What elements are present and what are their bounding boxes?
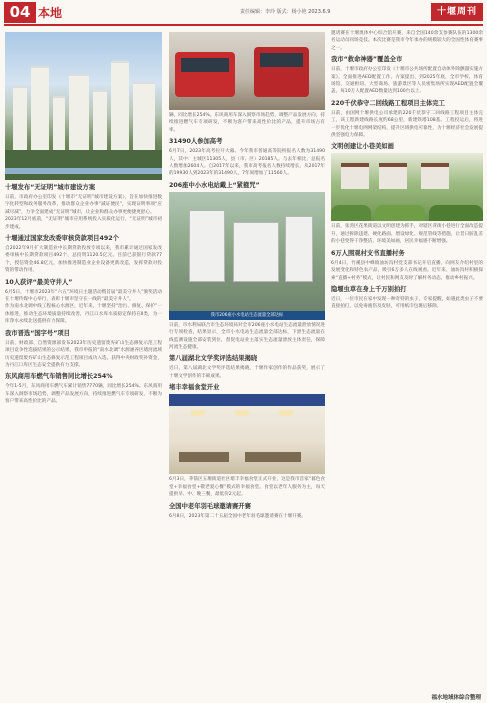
article-insect: 近日，一位市民在家中发现一种奇特的虫子，专家提醒，如遇此类虫子不要直接拍打，以免毒液伤及皮肤，可用纸巾包裹后移除。	[331, 296, 483, 310]
headline-gas-vehicle-sales: 东风商用车燃气车销售同比增长254%	[5, 373, 113, 381]
trucks-photo	[169, 32, 325, 110]
article-canteen: 6月3日，茅箭区五堰街道社区堵丰幸福食堂正式开业，这是我市首家“暮色食堂+幸福食堂+敬老爱心餐”模式的幸福食堂。食堂以老年人服务为主，每天提供早、中、晚三餐，最低价2元起。	[169, 477, 325, 498]
page-header	[0, 0, 487, 26]
headline-literature-award: 第八届湖北文学奖评选结果揭晓	[169, 355, 258, 363]
article-gas-vehicle-sales: 今年1-5月，东风商用车燃气车累计销售7770辆，同比增长254%。东风商用车深入洞察市场趋势，调整产品发展方向，持续推进燃气车专项研发，不断为客户带来高性价比的产品。	[5, 384, 162, 405]
headline-livestream: 6万人围观村支书直播村务	[331, 249, 405, 257]
section-title: 本地	[38, 6, 63, 20]
alley-photo	[331, 153, 483, 221]
city-skyline-photo	[5, 32, 162, 180]
article-gaokao: 6月7日，2023年高考拉开大幕。今年我市普通高等院校报名人数为31490人，其中：主城区11305人，县（市、区）20185人。与去年相比，总报名人数增加2604人。自2017年以来，我市高考报名人数持续增长，从2017年的19930人到2023年的31490人，7年间增加了11560人。	[169, 149, 325, 177]
headline-no-certificate-city: 十堰发布“无证明”城市建设方案	[5, 184, 96, 191]
headline-power-line: 220千伏恭守二回线路工程项目主体完工	[331, 99, 445, 107]
canteen-photo	[169, 394, 325, 474]
headline-hydropower: 206座中小水电站戴上“紧箍咒”	[169, 181, 260, 189]
article-well-keepers-2: 作为南水北调中线工程核心水源区，近年来，十堰坚持“治污、修复、保护”一体推进，推动生态环境质量持续改善，丹江口水库水质稳定保持在Ⅱ类，为一库净水永续北送提供有力保障。	[5, 304, 162, 325]
article-alley: 日前，张湾区花果街道以文明创建为抓手，对辖区背街小巷进行全面改造提升，通过拆除违建、硬化路面、增设绿化、规范管线等措施，让昔日脏乱差的小巷变得干净整洁，环境美如画，居民幸福感不断增强。	[331, 224, 483, 245]
headline-well-keepers: 10人获评“最美守井人”	[5, 278, 73, 286]
article-loan-projects: 自2022年9月扩大制造业中长期贷款投放专项以来，我市累计通过国家发改委审核中长期贷款项目492个，总投资1120.5亿元。目前已获银行贷款77个，授信资金46.8亿元，加快推进制造业企业设备更新改造，发挥贷款对投资的带动作用。	[5, 246, 162, 274]
headline-canteen: 堵丰幸福食堂开业	[169, 384, 220, 392]
page-number: 04	[4, 2, 36, 23]
headline-loan-projects: 十堰通过国家发改委审核贷款项目492个	[5, 235, 119, 243]
hydropower-caption: 我市206座小水电站生态流量全部达标	[169, 311, 325, 320]
headline-badminton: 全国中老年羽毛球邀请赛开赛	[169, 502, 251, 510]
headline-gaokao: 31490人参加高考	[169, 138, 223, 146]
article-national-project: 日前，财政部、自然资源部发布2023年历史遗留废弃矿山生态修复示范工程项目竞争性选拔结果的公示结果，我市申报的“南水北调”水源涵养区堵河流域历史遗留废弃矿山生态修复示范工程项目成功入选，获得中央财政奖补资金，为丹江口库区生态安全提供有力支撑。	[5, 340, 162, 368]
header-rule	[4, 24, 483, 26]
article-hydropower: 日前，市水利局联合市生态环境局对全市206座小水电站生态流量泄放情况进行专项检查，结果显示，全市小水电站生态流量全部达标，下泄生态流量在线监测设施全部安装到位，督促电站业主落实生态流量泄放主体责任，保障河流生态健康。	[169, 322, 325, 351]
headline-insect: 隐堰虫草在身上千万别拍打	[331, 285, 407, 293]
hydropower-station-photo	[169, 192, 325, 320]
headline-national-project: 我市晋选“国字号”项目	[5, 329, 70, 337]
article-well-keepers: 6月5日，十堰市2023年“六五”环境日主题活动暨首届“最美守井人”颁奖活动在十堰传媒中心举行，表彰十堰市坚守在一线的“最美守井人”。	[5, 289, 162, 303]
article-literature-award: 近日，第八届湖北文学奖评选结果揭晓，十堰作家创作的作品获奖，展示了十堰文学创作的丰硕成果。	[169, 366, 325, 379]
column-3	[331, 30, 483, 689]
editor-meta: 责任编辑：李玲 版式：杨小艳 2023.6.9	[240, 9, 331, 15]
article-badminton: 6月8日，2023年第二十五届全国中老年羽毛球邀请赛在十堰开赛。	[169, 513, 306, 519]
headline-aed: 我市“救命神器”覆盖全市	[331, 56, 403, 64]
column-2	[169, 30, 325, 689]
newspaper-logo: 十堰周刊	[431, 3, 483, 21]
article-gas-vehicle-sales-cont: 辆，同比增长254%。东风商用车深入洞察市场趋势，调整产品发展方向，持续推进燃气车专项研发，不断为客户带来高性价比的产品，提升市场占有率。	[169, 113, 325, 133]
article-aed: 日前，十堰市政府办公室印发《十堰市公共场所配置自动体外除颤器实施方案》，全面推进AED配置工作。方案提出，到2025年底，全市学校、体育场馆、交通枢纽、大型商场、旅游景区等人员密集场所实现AED配置全覆盖，每10万人配置AED数量达到100台以上。	[331, 67, 483, 95]
page-footer: 福水地域体综合整理	[431, 695, 481, 701]
article-badminton-cont: 邀请赛在十堰奥体中心综合馆开赛，来自全国140余支参赛队伍的1300余名运动员同场竞技。本次比赛是我市今年承办的规模较大的全国性体育赛事之一。	[331, 31, 483, 51]
article-livestream: 6月4日，竹溪县中峰镇油坊沟村党支部书记开启直播，向网友介绍村里的发展变化和特色农产品，吸引6万多人在线观看。近年来，油坊沟村积极探索“直播+村务”模式，让村民和网友及时了解村务动态，推动乡村振兴。	[331, 260, 483, 281]
column-1	[5, 30, 162, 689]
article-no-certificate-city: 日前，市政府办公室印发《十堰市“无证明”城市建设方案》，旨在加快推进数字化转型和政务服务改革，推动群众企业办事“减证便民”，实现证明事项“应减尽减”，力争全面建成“无证明”城市，让企业和群众办事更便捷更舒心。	[5, 195, 162, 215]
article-power-line: 日前，由国网十堰供电公司承建的220千伏恭守二回线路工程项目主体完工，该工程新建线路长度约68公里，新建铁塔108基。工程投运后，将进一步优化十堰电网网架结构，提升区域供电可靠性，为十堰经济社会发展提供坚强电力保障。	[331, 110, 483, 139]
article-no-certificate-city-2: 2023年12月底前，“无证明”城市应用系统投入实质化运行，“无证明”城市初步建成。	[5, 217, 162, 230]
headline-alley: 文明创建让小巷美如画	[331, 143, 394, 151]
